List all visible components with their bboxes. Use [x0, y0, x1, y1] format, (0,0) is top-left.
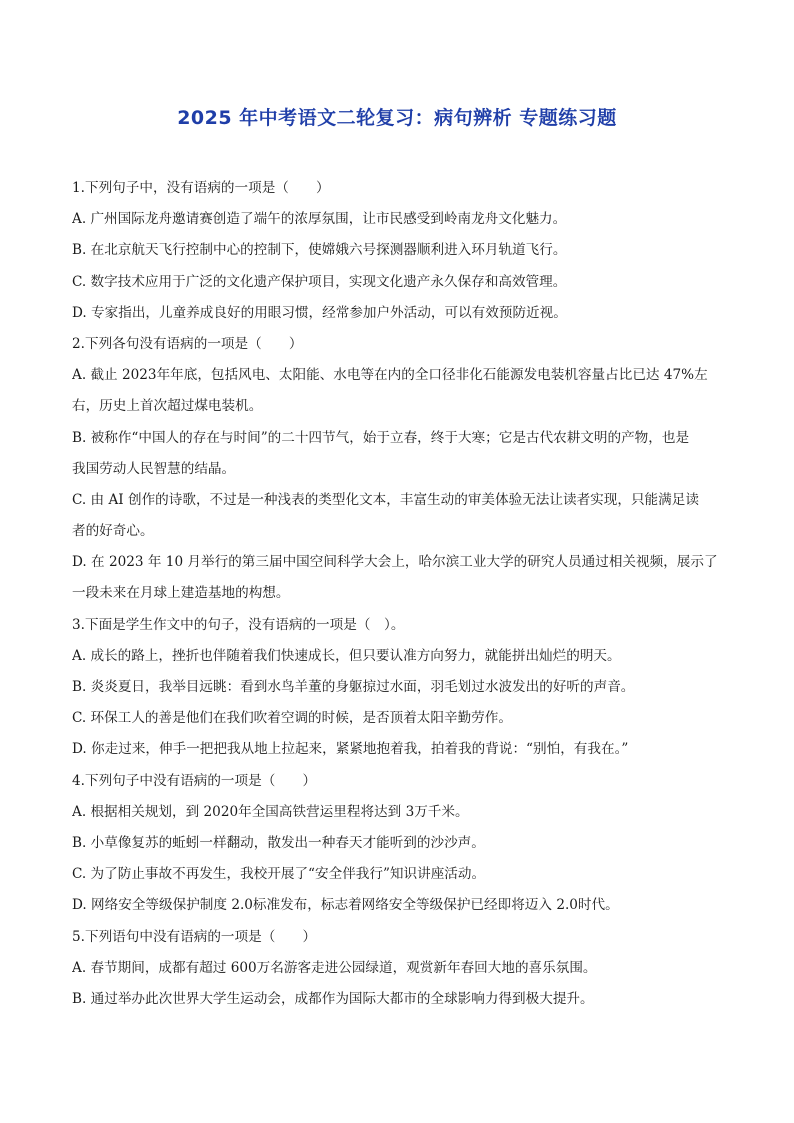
question-2-option-a: A. 截止 2023年年底，包括风电、太阳能、水电等在内的全口径非化石能源发电装机容量占比已达 47%左 — [72, 367, 708, 384]
question-2-option-c: C. 由 AI 创作的诗歌，不过是一种浅表的类型化文本，丰富生动的审美体验无法让读者实现，只能满足读 — [72, 491, 699, 508]
question-5-option-b: B. 通过举办此次世界大学生运动会，成都作为国际大都市的全球影响力得到极大提升。 — [72, 990, 594, 1007]
question-2-stem: 2.下列各句没有语病的一项是（ ） — [72, 335, 303, 352]
question-2-option-b: B. 被称作“中国人的存在与时间”的二十四节气，始于立春，终于大寒；它是古代农耕文明的产物，也是 — [72, 429, 690, 446]
question-2-option-b-cont: 我国劳动人民智慧的结晶。 — [72, 460, 236, 477]
page-title: 2025 年中考语文二轮复习：病句辨析 专题练习题 — [177, 107, 617, 129]
question-3-option-c: C. 环保工人的善是他们在我们吹着空调的时候，是否顶着太阳辛勤劳作。 — [72, 710, 512, 727]
question-2-option-d-cont: 一段未来在月球上建造基地的构想。 — [72, 585, 290, 602]
question-1-option-a: A. 广州国际龙舟邀请赛创造了端午的浓厚氛围，让市民感受到岭南龙舟文化魅力。 — [72, 211, 567, 228]
question-4-option-c: C. 为了防止事故不再发生，我校开展了“安全伴我行”知识讲座活动。 — [72, 866, 486, 883]
question-3-option-b: B. 炎炎夏日，我举目远眺：看到水鸟羊董的身躯掠过水面，羽毛划过水波发出的好听的声音。 — [72, 679, 635, 695]
question-5-stem: 5.下列语句中没有语病的一项是（ ） — [72, 928, 317, 945]
question-4-option-d: D. 网络安全等级保护制度 2.0标准发布，标志着网络安全等级保护已经即将迈入 2.0时代。 — [72, 897, 619, 914]
question-1-stem: 1.下列句子中，没有语病的一项是（ ） — [72, 180, 330, 196]
question-4-option-b: B. 小草像复苏的蚯蚓一样翻动，散发出一种春天才能听到的沙沙声。 — [72, 834, 485, 851]
question-list — [72, 173, 722, 1015]
question-2-option-a-cont: 右，历史上首次超过煤电装机。 — [72, 398, 263, 415]
question-3-stem: 3.下面是学生作文中的句子，没有语病的一项是（ ）。 — [72, 616, 405, 633]
question-5-option-a: A. 春节期间，成都有超过 600万名游客走进公园绿道，观赏新年春回大地的喜乐氛围。 — [72, 959, 597, 976]
question-1-option-b: B. 在北京航天飞行控制中心的控制下，使嫦娥六号探测器顺利进入环月轨道飞行。 — [72, 242, 567, 259]
question-1-option-c: C. 数字技术应用于广泛的文化遗产保护项目，实现文化遗产永久保存和高效管理。 — [72, 273, 567, 290]
question-3-option-d: D. 你走过来，伸手一把把我从地上拉起来，紧紧地抱着我，拍着我的背说：“别怕，有我在。” — [72, 741, 629, 758]
question-4-stem: 4.下列句子中没有语病的一项是（ ） — [72, 772, 317, 789]
question-3-option-a: A. 成长的路上，挫折也伴随着我们快速成长，但只要认准方向努力，就能拼出灿烂的明天。 — [72, 647, 621, 664]
question-1-option-d: D. 专家指出，儿童养成良好的用眼习惯，经常参加户外活动，可以有效预防近视。 — [72, 304, 567, 321]
question-2-option-d: D. 在 2023 年 10 月举行的第三届中国空间科学大会上，哈尔滨工业大学的研究人员通过相关视频，展示了 — [72, 554, 718, 571]
question-2-option-c-cont: 者的好奇心。 — [72, 523, 154, 540]
question-4-option-a: A. 根据相关规划，到 2020年全国高铁营运里程将达到 3万千米。 — [72, 803, 469, 820]
